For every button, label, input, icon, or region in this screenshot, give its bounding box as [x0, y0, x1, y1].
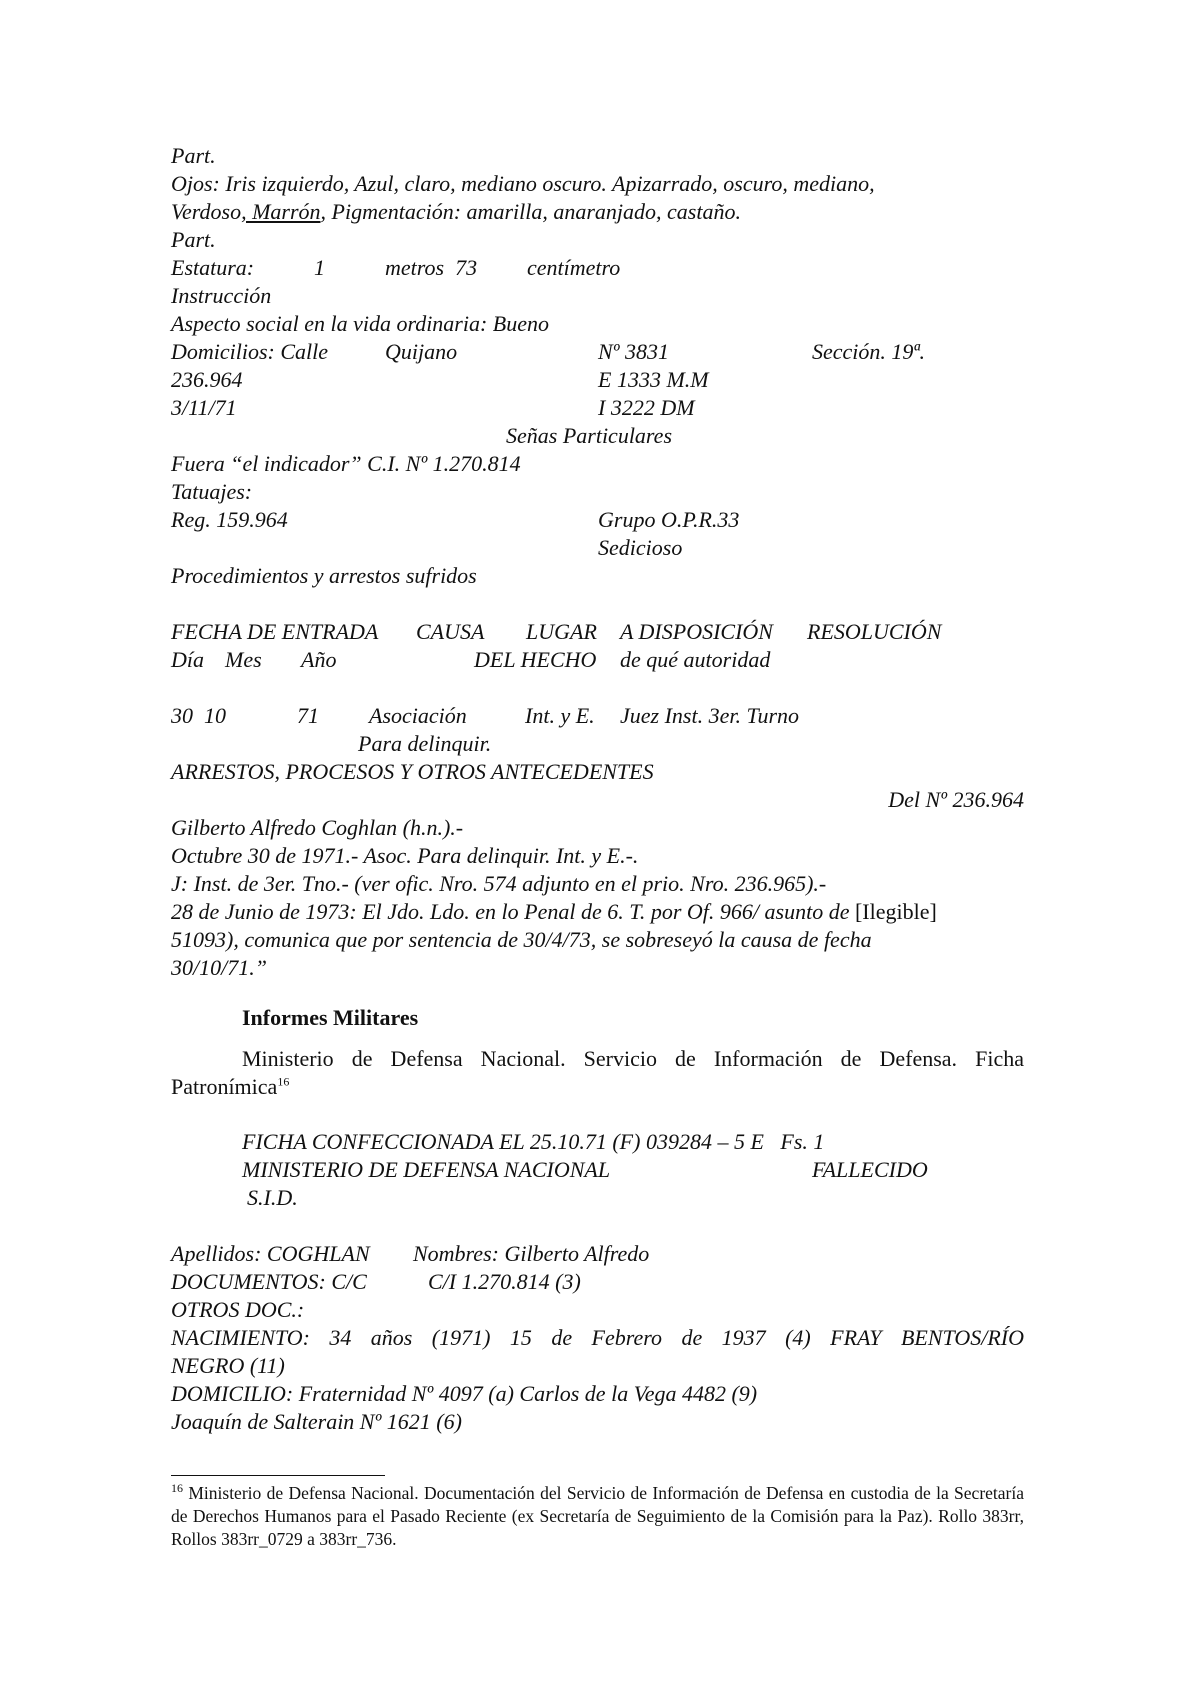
row-autoridad: Juez Inst. 3er. Turno	[620, 703, 800, 728]
line-fecha-cierre: 30/10/71.”	[171, 955, 267, 980]
procedimientos-heading: Procedimientos y arrestos sufridos	[171, 563, 477, 588]
ficha-fallecido: FALLECIDO	[812, 1157, 928, 1182]
registro-numero: 236.964	[171, 367, 243, 392]
row-dia-mes: 30 10	[171, 703, 226, 728]
line-ojos: Ojos: Iris izquierdo, Azul, claro, mediano oscuro. Apizarrado, oscuro, mediano,	[171, 171, 875, 196]
domicilio-2: Joaquín de Salterain Nº 1621 (6)	[171, 1409, 462, 1434]
row-causa-cont: Para delinquir.	[358, 731, 492, 756]
del-numero: Del Nº 236.964	[888, 787, 1024, 812]
col-lugar: LUGAR	[526, 619, 597, 644]
reg-numero: Reg. 159.964	[171, 507, 288, 532]
estatura-cm: centímetro	[527, 255, 621, 280]
registro-i: I 3222 DM	[598, 395, 695, 420]
estatura-metros: metros 73	[385, 255, 478, 280]
documentos-ci: C/I 1.270.814 (3)	[428, 1269, 581, 1294]
domicilios-seccion: Sección. 19ª.	[812, 339, 925, 364]
nacimiento-line1: NACIMIENTO: 34 años (1971) 15 de Febrero de 1937 (4) FRAY BENTOS/RÍO	[171, 1325, 1024, 1350]
row-causa: Asociación	[369, 703, 467, 728]
text-verdoso: Verdoso	[171, 199, 242, 224]
line-part-1: Part.	[171, 143, 216, 168]
domicilios-calle: Quijano	[385, 339, 458, 364]
documentos-cc: DOCUMENTOS: C/C	[171, 1269, 367, 1294]
paragraph-ministerio-line2	[171, 1073, 289, 1101]
line-verdoso	[171, 198, 741, 226]
footnote-number: 16	[171, 1481, 183, 1496]
text-ilegible: [Ilegible]	[854, 899, 937, 924]
col-causa: CAUSA	[416, 619, 485, 644]
registro-fecha: 3/11/71	[171, 395, 237, 420]
apellidos: Apellidos: COGHLAN	[171, 1241, 370, 1266]
col-resolucion: RESOLUCIÓN	[807, 619, 942, 644]
line-aspecto-social: Aspecto social en la vida ordinaria: Bueno	[171, 311, 550, 336]
text-pigmentacion: , Pigmentación: amarilla, anaranjado, castaño.	[320, 199, 741, 224]
nacimiento-line2: NEGRO (11)	[171, 1353, 285, 1378]
senas-particulares: Señas Particulares	[506, 423, 672, 448]
ficha-sid: S.I.D.	[247, 1185, 298, 1210]
line-fuera-indicador: Fuera “el indicador” C.I. Nº 1.270.814	[171, 451, 521, 476]
nombres: Nombres: Gilberto Alfredo	[413, 1241, 650, 1266]
estatura-meters: 1	[314, 255, 325, 280]
arrestos-heading: ARRESTOS, PROCESOS Y OTROS ANTECEDENTES	[171, 759, 654, 784]
col-dia: Día	[171, 647, 204, 672]
col-ano: Año	[301, 647, 337, 672]
grupo-opr33: Grupo O.P.R.33	[598, 507, 740, 532]
line-junio	[171, 898, 937, 926]
col-del-hecho: DEL HECHO	[474, 647, 597, 672]
row-lugar: Int. y E.	[525, 703, 595, 728]
footnote	[171, 1482, 1024, 1551]
sedicioso: Sedicioso	[598, 535, 683, 560]
line-instruccion: Instrucción	[171, 283, 272, 308]
footnote-rule	[171, 1475, 385, 1476]
text-junio: 28 de Junio de 1973: El Jdo. Ldo. en lo Penal de 6. T. por Of. 966/ asunto de	[171, 899, 855, 924]
line-nombre: Gilberto Alfredo Coghlan (h.n.).-	[171, 815, 464, 840]
paragraph-ministerio-line1: Ministerio de Defensa Nacional. Servicio de Información de Defensa. Ficha	[242, 1046, 1024, 1071]
line-octubre: Octubre 30 de 1971.- Asoc. Para delinquir. Int. y E.-.	[171, 843, 639, 868]
col-de-que-autoridad: de qué autoridad	[620, 647, 771, 672]
section-heading: Informes Militares	[242, 1005, 419, 1030]
otros-doc: OTROS DOC.:	[171, 1297, 305, 1322]
estatura-label: Estatura:	[171, 255, 255, 280]
registro-e: E 1333 M.M	[598, 367, 709, 392]
line-tatuajes: Tatuajes:	[171, 479, 253, 504]
line-part-2: Part.	[171, 227, 216, 252]
domicilio: DOMICILIO: Fraternidad Nº 4097 (a) Carlos de la Vega 4482 (9)	[171, 1381, 758, 1406]
row-ano: 71	[297, 703, 319, 728]
line-comunica: 51093), comunica que por sentencia de 30/4/73, se sobreseyó la causa de fecha	[171, 927, 872, 952]
footnote-text: Ministerio de Defensa Nacional. Documentación del Servicio de Información de Defensa en custodia de la Secretaría de Derechos Humanos para el Pasado Reciente (ex Secretaría de Seguimiento de la Comisión para la Paz). Rollo 383rr, Rollos 383rr_0729 a 383rr_736.	[171, 1483, 1025, 1549]
domicilios-numero: Nº 3831	[598, 339, 669, 364]
text-marron-underlined: , Marrón	[241, 199, 321, 224]
col-a-disposicion: A DISPOSICIÓN	[620, 619, 773, 644]
line-juez: J: Inst. de 3er. Tno.- (ver ofic. Nro. 574 adjunto en el prio. Nro. 236.965).-	[171, 871, 827, 896]
footnote-ref: 16	[277, 1074, 290, 1089]
col-fecha-entrada: FECHA DE ENTRADA	[171, 619, 379, 644]
text-patronimica: Patronímica	[171, 1074, 278, 1099]
ficha-line1: FICHA CONFECCIONADA EL 25.10.71 (F) 039284 – 5 E Fs. 1	[242, 1129, 825, 1154]
domicilios-label: Domicilios: Calle	[171, 339, 329, 364]
col-mes: Mes	[225, 647, 262, 672]
ficha-ministerio: MINISTERIO DE DEFENSA NACIONAL	[242, 1157, 611, 1182]
